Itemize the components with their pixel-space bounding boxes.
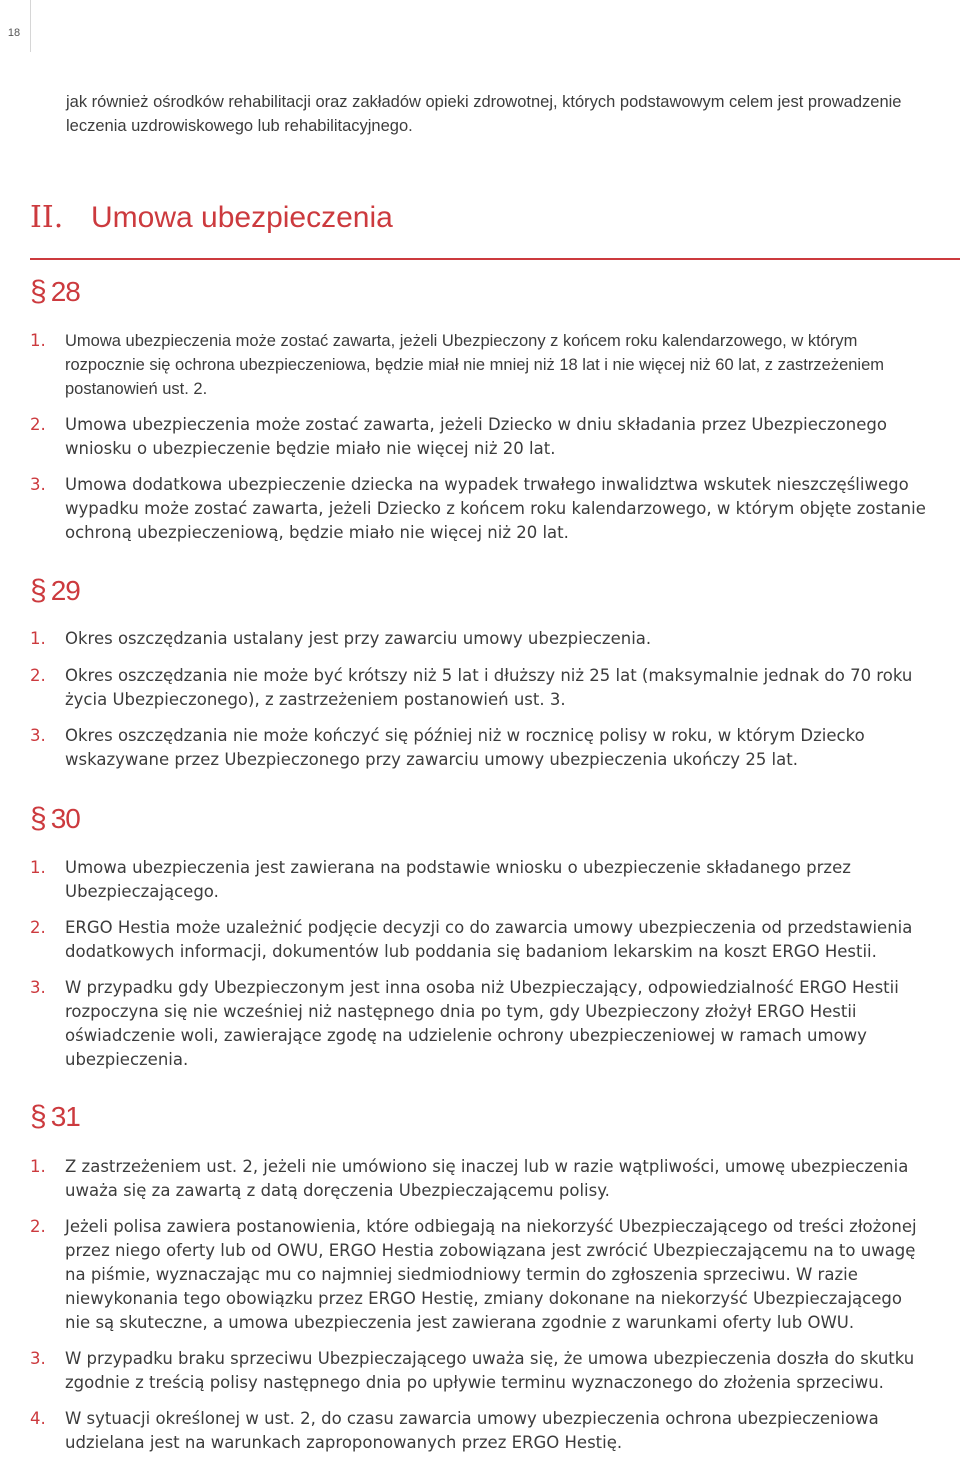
item-text: W przypadku gdy Ubezpieczonym jest inna osoba niż Ubezpieczający, odpowiedzialność ERGO Hestii rozpoczyna się nie wcześniej niż następnego dnia po tym, gdy Ubezpieczony złożył ERGO Hestii oświadczenie woli, zawierające zgodę na udzielenie ochrony ubezpieczeniowej w ramach umowy ubezpieczenia.	[65, 978, 899, 1069]
item-text: Jeżeli polisa zawiera postanowienia, które odbiegają na niekorzyść Ubezpieczającego od treści złożonej przez niego oferty lub od OWU, ERGO Hestia zobowiązana jest zwrócić Ubezpieczającemu na to uwagę na piśmie, wyznaczając mu co najmniej siedmiodniowy termin do zgłoszenia sprzeciwu. W razie niewykonania tego obowiązku przez ERGO Hestię, zmiany dokonane na niekorzyść Ubezpieczającego nie są skuteczne, a umowa ubezpieczenia jest zawierana zgodnie z warunkami oferty lub OWU.	[65, 1217, 917, 1332]
paragraph-31-item-2	[30, 1215, 930, 1335]
paragraph-number: 29	[50, 575, 80, 606]
paragraph-30-item-2	[30, 916, 930, 964]
section-sign: §	[30, 802, 47, 835]
paragraph-29-item-1	[30, 627, 930, 651]
item-text: Umowa ubezpieczenia może zostać zawarta, jeżeli Dziecko w dniu składania przez Ubezpieczonego wniosku o ubezpieczenie będzie miało nie więcej niż 20 lat.	[65, 415, 887, 458]
section-sign: §	[30, 275, 47, 308]
paragraph-28-item-3	[30, 473, 930, 545]
item-text: Umowa ubezpieczenia jest zawierana na podstawie wniosku o ubezpieczenie składanego przez Ubezpieczającego.	[65, 858, 851, 901]
paragraph-31-item-3	[30, 1347, 930, 1395]
item-number: 2.	[30, 666, 46, 685]
paragraph-30-item-1	[30, 856, 930, 904]
item-number: 4.	[30, 1409, 46, 1428]
page-number: 18	[7, 27, 21, 39]
paragraph-29-item-3	[30, 724, 930, 772]
intro-paragraph: jak również ośrodków rehabilitacji oraz zakładów opieki zdrowotnej, których podstawowym celem jest prowadzenie leczenia uzdrowiskowego lub rehabilitacyjnego.	[66, 93, 902, 135]
paragraph-number: 31	[50, 1101, 80, 1132]
item-text: Umowa ubezpieczenia może zostać zawarta, jeżeli Ubezpieczony z końcem roku kalendarzowego, w którym rozpocznie się ochrona ubezpieczeniowa, będzie miał nie mniej niż 18 lat i nie więcej niż 60 lat, z zastrzeżeniem postanowień ust. 2.	[65, 332, 885, 398]
paragraph-29-heading	[30, 575, 80, 607]
item-number: 3.	[30, 726, 46, 745]
item-text: Okres oszczędzania nie może kończyć się później niż w rocznicę polisy w roku, w którym Dziecko wskazywane przez Ubezpieczonego przy zawarciu umowy ubezpieczenia ukończy 25 lat.	[65, 726, 865, 769]
item-number: 2.	[30, 1217, 46, 1236]
paragraph-30-heading	[30, 803, 80, 835]
paragraph-28-heading	[30, 276, 80, 308]
item-number: 2.	[30, 415, 46, 434]
item-text: ERGO Hestia może uzależnić podjęcie decyzji co do zawarcia umowy ubezpieczenia od przedstawienia dodatkowych informacji, dokumentów lub poddania się badaniom lekarskim na koszt ERGO Hestii.	[65, 918, 913, 961]
paragraph-number: 28	[50, 276, 80, 307]
section-number: II.	[30, 200, 64, 235]
item-text: Okres oszczędzania nie może być krótszy niż 5 lat i dłuższy niż 25 lat (maksymalnie jednak do 70 roku życia Ubezpieczonego), z zastrzeżeniem postanowień ust. 3.	[65, 666, 913, 709]
item-number: 3.	[30, 978, 46, 997]
paragraph-number: 30	[50, 803, 80, 834]
item-number: 3.	[30, 1349, 46, 1368]
item-text: Okres oszczędzania ustalany jest przy zawarciu umowy ubezpieczenia.	[65, 629, 652, 648]
section-heading	[30, 196, 960, 260]
item-number: 2.	[30, 918, 46, 937]
paragraph-31-heading	[30, 1101, 80, 1133]
section-sign: §	[30, 1100, 47, 1133]
paragraph-29-item-2	[30, 664, 930, 712]
item-number: 1.	[30, 1157, 46, 1176]
item-text: W sytuacji określonej w ust. 2, do czasu zawarcia umowy ubezpieczenia ochrona ubezpieczeniowa udzielana jest na warunkach zaproponowanych przez ERGO Hestię.	[65, 1409, 879, 1452]
item-number: 1.	[30, 858, 46, 877]
section-title: Umowa ubezpieczenia	[91, 201, 393, 234]
item-text: Umowa dodatkowa ubezpieczenie dziecka na wypadek trwałego inwalidztwa wskutek nieszczęśliwego wypadku może zostać zawarta, jeżeli Dziecko z końcem roku kalendarzowego, w którym objęte zostanie ochroną ubezpieczeniową, będzie miało nie więcej niż 20 lat.	[65, 475, 926, 542]
margin-divider	[30, 0, 31, 52]
item-text: Z zastrzeżeniem ust. 2, jeżeli nie umówiono się inaczej lub w razie wątpliwości, umowę ubezpieczenia uważa się za zawartą z datą doręczenia Ubezpieczającemu polisy.	[65, 1157, 909, 1200]
paragraph-28-item-1	[30, 329, 930, 401]
paragraph-28-item-2	[30, 413, 930, 461]
item-number: 1.	[30, 331, 46, 350]
section-sign: §	[30, 574, 47, 607]
item-text: W przypadku braku sprzeciwu Ubezpieczającego uważa się, że umowa ubezpieczenia doszła do skutku zgodnie z treścią polisy następnego dnia po upływie terminu wyznaczonego do złożenia sprzeciwu.	[65, 1349, 915, 1392]
paragraph-31-item-1	[30, 1155, 930, 1203]
paragraph-30-item-3	[30, 976, 930, 1072]
item-number: 1.	[30, 629, 46, 648]
paragraph-31-item-4	[30, 1407, 930, 1455]
item-number: 3.	[30, 475, 46, 494]
